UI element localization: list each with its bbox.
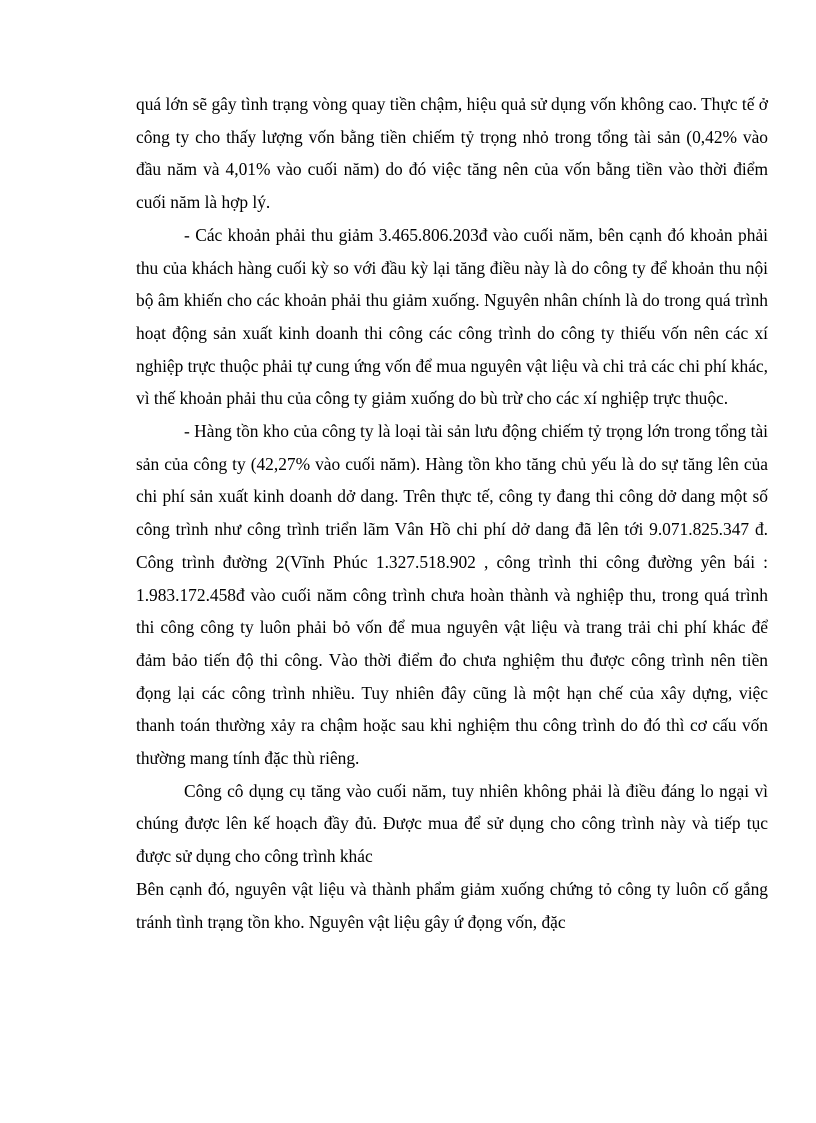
paragraph-receivables: - Các khoản phải thu giảm 3.465.806.203đ vào cuối năm, bên cạnh đó khoản phải thu của khách hàng cuối kỳ so với đầu kỳ lại tăng điều này là do công ty để khoản thu nội bộ âm khiến cho các khoản phải thu giảm xuống. Nguyên nhân chính là do trong quá trình hoạt động sản xuất kinh doanh thi công các công trình do công ty thiếu vốn nên các xí nghiệp trực thuộc phải tự cung ứng vốn để mua nguyên vật liệu và chi trả các chi phí khác, vì thế khoản phải thu của công ty giảm xuống do bù trừ cho các xí nghiệp trực thuộc. [136, 224, 768, 409]
paragraph-cash-continuation: quá lớn sẽ gây tình trạng vòng quay tiền chậm, hiệu quả sử dụng vốn không cao. Thực tế ở công ty cho thấy lượng vốn bằng tiền chiếm tỷ trọng nhỏ trong tổng tài sản (0,42% vào đầu năm và 4,01% vào cuối năm) do đó việc tăng nên của vốn bằng tiền vào thời điểm cuối năm là hợp lý. [136, 94, 768, 213]
paragraph-materials: Bên cạnh đó, nguyên vật liệu và thành phẩm giảm xuống chứng tỏ công ty luôn cố gắng tránh tình trạng tồn kho. Nguyên vật liệu gây ứ đọng vốn, đặc [136, 878, 768, 932]
paragraph-inventory: - Hàng tồn kho của công ty là loại tài sản lưu động chiếm tỷ trọng lớn trong tổng tài sản của công ty (42,27% vào cuối năm). Hàng tồn kho tăng chủ yếu là do sự tăng lên của chi phí sản xuất kinh doanh dở dang. Trên thực tế, công ty đang thi công dở dang một số công trình như công trình triển lãm Vân Hồ chi phí dở dang đã lên tới 9.071.825.347 đ. Công trình đường 2(Vĩnh Phúc 1.327.518.902 , công trình thi công đường yên bái : 1.983.172.458đ vào cuối năm công trình chưa hoàn thành và nghiệp thu, trong quá trình thi công công ty luôn phải bỏ vốn để mua nguyên vật liệu và trang trải chi phí khác để đảm bảo tiến độ thi công. Vào thời điểm đo chưa nghiệm thu được công trình nên tiền đọng lại các công trình nhiều. Tuy nhiên đây cũng là một hạn chế của xây dựng, việc thanh toán thường xảy ra chậm hoặc sau khi nghiệm thu công trình do đó thì cơ cấu vốn thường mang tính đặc thù riêng. [136, 421, 768, 769]
paragraph-tools-equipment: Công cô dụng cụ tăng vào cuối năm, tuy nhiên không phải là điều đáng lo ngại vì chúng được lên kế hoạch đầy đủ. Được mua để sử dụng cho công trình này và tiếp tục được sử dụng cho công trình khác [136, 780, 768, 867]
body-text [136, 88, 768, 938]
